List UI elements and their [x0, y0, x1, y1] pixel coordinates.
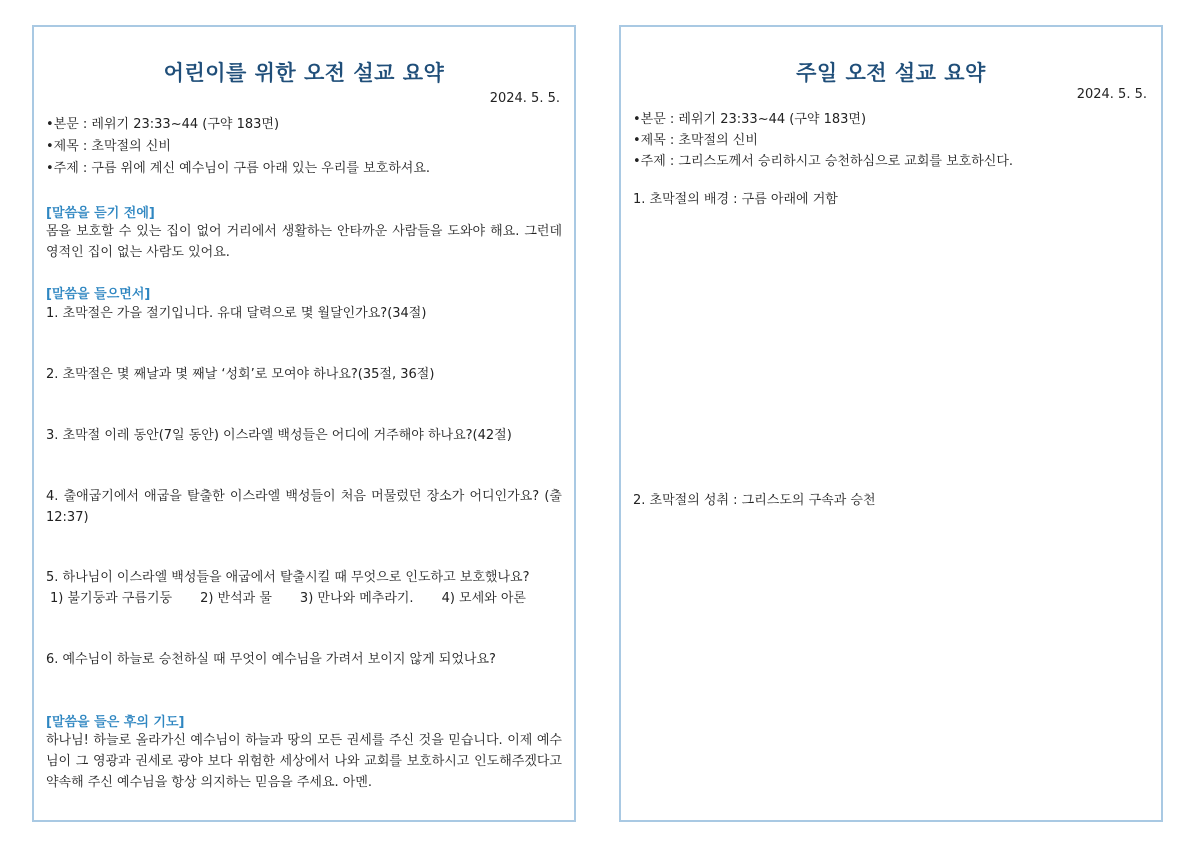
sermon-date: 2024. 5. 5. — [1076, 87, 1147, 102]
theme-line: •주제 : 구름 위에 계신 예수님이 구름 아래 있는 우리를 보호하셔요. — [46, 161, 431, 176]
sermon-title-line: •제목 : 초막절의 신비 — [46, 139, 171, 154]
question-5: 5. 하나님이 이스라엘 백성들을 애굽에서 탈출시킬 때 무엇으로 인도하고 보호했나요? — [46, 570, 530, 585]
choice-4: 4) 모세와 아론 — [441, 591, 526, 606]
before-text: 몸을 보호할 수 있는 집이 없어 거리에서 생활하는 안타까운 사람들을 도와야 해요. 그런데 영적인 집이 없는 사람도 있어요. — [46, 224, 562, 260]
choice-3: 3) 만나와 메추라기. — [299, 591, 414, 606]
question-1: 1. 초막절은 가을 절기입니다. 유대 달력으로 몇 월달인가요?(34절) — [46, 306, 427, 321]
answer-choices — [50, 588, 562, 609]
question-2: 2. 초막절은 몇 째날과 몇 째날 ‘성회’로 모여야 하나요?(35절, 36절) — [46, 367, 435, 382]
after-heading: [말씀을 들은 후의 기도] — [46, 715, 185, 730]
before-heading: [말씀을 듣기 전에] — [46, 206, 155, 221]
during-heading: [말씀을 들으면서] — [46, 287, 151, 302]
page-title: 주일 오전 설교 요약 — [796, 61, 986, 85]
question-3: 3. 초막절 이레 동안(7일 동안) 이스라엘 백성들은 어디에 거주해야 하나요?(42절) — [46, 428, 512, 443]
prayer-text: 하나님! 하늘로 올라가신 예수님이 하늘과 땅의 모든 권세를 주신 것을 믿습니다. 이제 예수님이 그 영광과 권세로 광야 보다 위험한 세상에서 나와 교회를 보호하시고 인도해주겠다고 약속해 주신 예수님을 항상 의지하는 믿음을 주세요. 아멘. — [46, 733, 562, 790]
point-1: 1. 초막절의 배경 : 구름 아래에 거함 — [633, 192, 838, 207]
sermon-title-line: •제목 : 초막절의 신비 — [633, 133, 758, 148]
choice-2: 2) 반석과 물 — [200, 591, 272, 606]
scripture-line: •본문 : 레위기 23:33~44 (구약 183면) — [46, 117, 280, 132]
question-6: 6. 예수님이 하늘로 승천하실 때 무엇이 예수님을 가려서 보이지 않게 되었나요? — [46, 652, 496, 667]
question-4: 4. 출애굽기에서 애굽을 탈출한 이스라엘 백성들이 처음 머물렀던 장소가 어디인가요? (출 12:37) — [46, 489, 562, 525]
theme-line: •주제 : 그리스도께서 승리하시고 승천하심으로 교회를 보호하신다. — [633, 154, 1014, 169]
scripture-line: •본문 : 레위기 23:33~44 (구약 183면) — [633, 112, 867, 127]
children-sermon-page — [32, 25, 576, 822]
page-title: 어린이를 위한 오전 설교 요약 — [163, 61, 445, 85]
point-2: 2. 초막절의 성취 : 그리스도의 구속과 승천 — [633, 493, 876, 508]
choice-1: 1) 불기둥과 구름기둥 — [50, 591, 173, 606]
adult-sermon-page — [619, 25, 1163, 822]
sermon-date: 2024. 5. 5. — [489, 91, 560, 106]
